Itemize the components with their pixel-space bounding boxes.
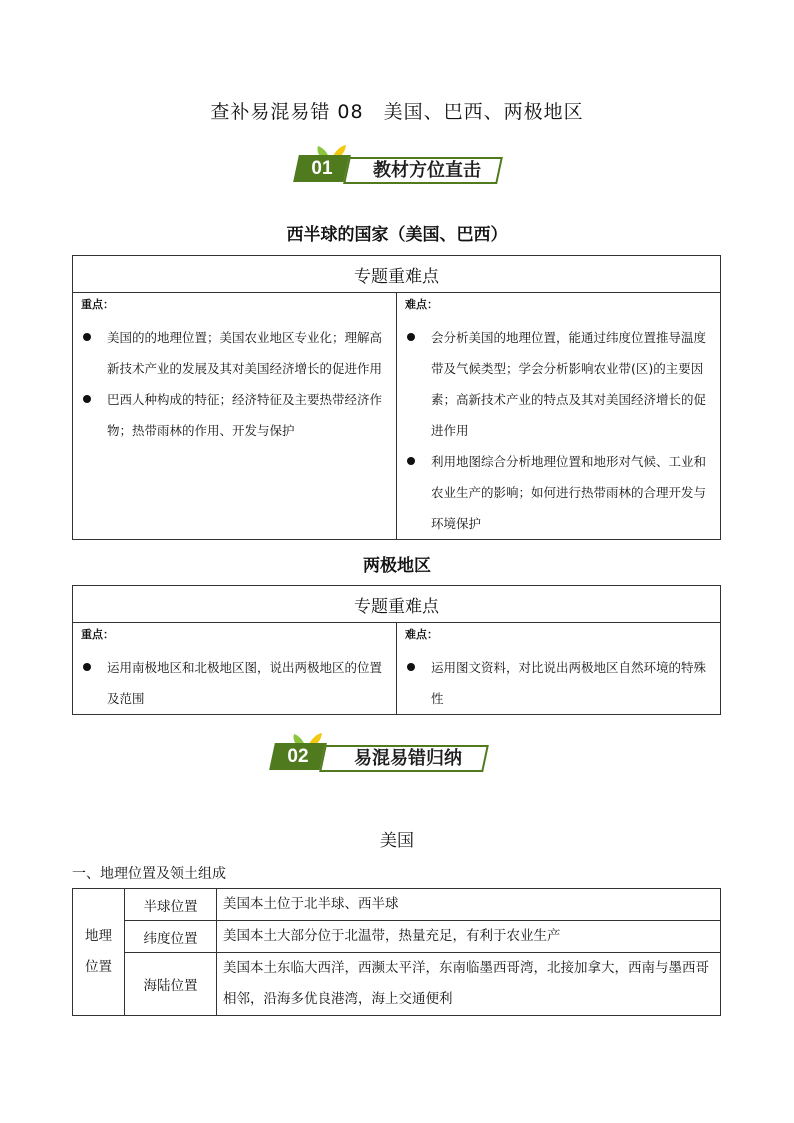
geo-row-label: 半球位置 [125, 889, 217, 921]
table-title: 专题重难点 [73, 586, 721, 623]
subheading: 一、地理位置及领土组成 [72, 866, 226, 882]
section-banner-02 [266, 730, 486, 780]
list-item: 运用图文资料，对比说出两极地区自然环境的特殊性 [397, 652, 720, 714]
table-title: 专题重难点 [73, 256, 721, 293]
geo-row-label: 海陆位置 [125, 953, 217, 1016]
section-heading: 西半球的国家（美国、巴西） [286, 225, 508, 245]
key-points-cell [73, 623, 397, 715]
hard-points-cell [397, 293, 721, 540]
list-item: 巴西人种构成的特征；经济特征及主要热带经济作物；热带雨林的作用、开发与保护 [73, 384, 396, 446]
list-item: 利用地图综合分析地理位置和地形对气候、工业和农业生产的影响；如何进行热带雨林的合理开发与环境保护 [397, 446, 720, 539]
banner-number: 02 [287, 746, 309, 767]
key-points-table-americas [72, 255, 721, 540]
hard-label: 难点： [405, 298, 438, 311]
document-title: 查补易混易错 08 美国、巴西、两极地区 [210, 101, 584, 123]
geo-row-value: 美国本土东临大西洋，西濒太平洋，东南临墨西哥湾，北接加拿大，西南与墨西哥相邻，沿海多优良港湾，海上交通便利 [217, 953, 721, 1016]
section-heading: 两极地区 [363, 556, 431, 576]
geo-row-value: 美国本土位于北半球、西半球 [217, 889, 721, 921]
key-points-cell [73, 293, 397, 540]
list-item: 运用南极地区和北极地区图，说出两极地区的位置及范围 [73, 652, 396, 714]
hard-points-cell [397, 623, 721, 715]
hard-label: 难点： [405, 628, 438, 641]
country-title: 美国 [380, 831, 414, 851]
section-banner-01 [290, 142, 510, 192]
list-item: 美国的的地理位置；美国农业地区专业化；理解高新技术产业的发展及其对美国经济增长的促进作用 [73, 322, 396, 384]
geo-position-table [72, 888, 721, 1016]
banner-number: 01 [311, 158, 333, 179]
banner-label: 教材方位直击 [373, 160, 481, 181]
list-item: 会分析美国的地理位置，能通过纬度位置推导温度带及气候类型；学会分析影响农业带(区)的主要因素；高新技术产业的特点及其对美国经济增长的促进作用 [397, 322, 720, 446]
row-header: 地理位置 [73, 889, 125, 1016]
geo-row-value: 美国本土大部分位于北温带，热量充足，有利于农业生产 [217, 921, 721, 953]
banner-label: 易混易错归纳 [354, 748, 462, 769]
geo-row-label: 纬度位置 [125, 921, 217, 953]
key-label: 重点： [81, 628, 114, 641]
key-label: 重点： [81, 298, 114, 311]
key-points-table-polar [72, 585, 721, 715]
